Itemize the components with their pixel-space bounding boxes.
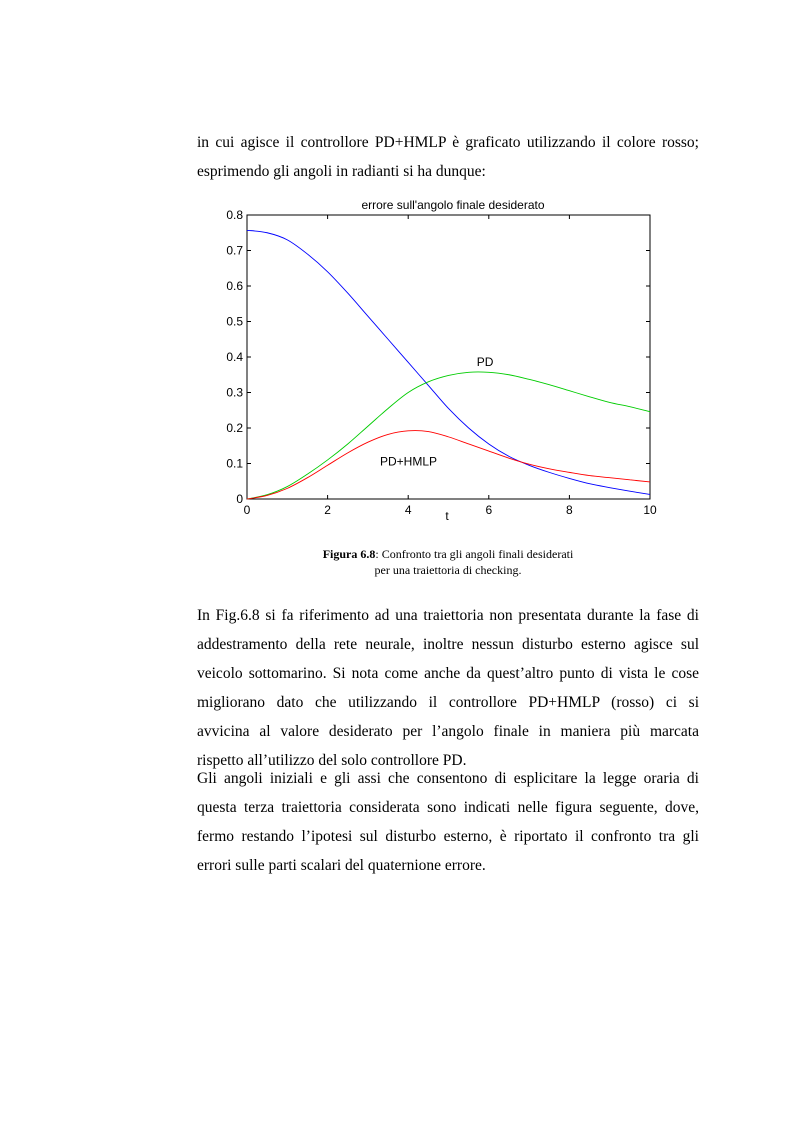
x-axis-ticks: [244, 215, 657, 517]
x-tick-label: 0: [243, 503, 251, 517]
annotation-label: PD+HMLP: [379, 454, 438, 469]
x-tick-label: 8: [566, 503, 573, 517]
text-line: fermo restando l’ipotesi sul disturbo esterno, è riportato il confronto tra gli: [197, 828, 699, 845]
series-line-pd-hmlp: [247, 431, 650, 499]
y-tick-label: 0.4: [226, 350, 243, 364]
caption-label: Figura 6.8: [322, 547, 376, 561]
text-line: addestramento della rete neurale, inoltre nessun disturbo esterno agisce sul: [197, 636, 699, 653]
body-paragraph-2: [197, 764, 699, 880]
figure-caption-line-1: [200, 547, 696, 562]
y-tick-label: 0.5: [226, 314, 243, 329]
text-line: Gli angoli iniziali e gli assi che consentono di esplicitare la legge oraria di: [197, 770, 699, 787]
series-line-pd: [247, 372, 650, 499]
x-tick-label: 10: [643, 503, 657, 517]
y-tick-label: 0.3: [226, 385, 243, 400]
text-line: in cui agisce il controllore PD+HMLP è graficato utilizzando il colore rosso;: [197, 134, 699, 151]
text-line: veicolo sottomarino. Si nota come anche da quest’altro punto di vista le cose: [197, 665, 699, 682]
text-line: esprimendo gli angoli in radianti si ha dunque:: [197, 163, 486, 180]
text-line: avvicina al valore desiderato per l’angolo finale in maniera più marcata: [197, 723, 699, 740]
series-line-blue: [247, 230, 650, 494]
text-line: In Fig.6.8 si fa riferimento ad una traiettoria non presentata durante la fase di: [197, 607, 699, 624]
text-line: migliorano dato che utilizzando il controllore PD+HMLP (rosso) ci si: [197, 694, 699, 711]
chart-title: errore sull'angolo finale desiderato: [361, 198, 545, 212]
y-axis-ticks: [226, 208, 650, 506]
series-group: [247, 230, 650, 499]
caption-text: : Confronto tra gli angoli finali desiderati: [375, 547, 574, 561]
y-tick-label: 0: [236, 492, 243, 506]
figure-caption-line-2: per una traiettoria di checking.: [374, 563, 522, 577]
y-tick-label: 0.1: [226, 456, 243, 471]
body-paragraph-1: [197, 601, 699, 775]
line-chart: [215, 193, 665, 525]
x-axis-label: t: [445, 509, 449, 523]
annotation-label: PD: [476, 354, 494, 369]
y-tick-label: 0.8: [226, 208, 243, 222]
intro-paragraph: [197, 128, 699, 186]
plot-area: [247, 215, 650, 499]
y-tick-label: 0.6: [226, 279, 243, 293]
text-line: errori sulle parti scalari del quaternione errore.: [197, 857, 486, 874]
text-line: questa terza traiettoria considerata sono indicati nelle figura seguente, dove,: [197, 799, 699, 816]
y-tick-label: 0.2: [226, 421, 243, 435]
text-line: rispetto all’utilizzo del solo controllore PD.: [197, 752, 467, 769]
y-tick-label: 0.7: [226, 243, 243, 258]
x-tick-label: 4: [404, 503, 412, 517]
x-tick-label: 2: [324, 503, 331, 517]
x-tick-label: 6: [485, 503, 493, 517]
